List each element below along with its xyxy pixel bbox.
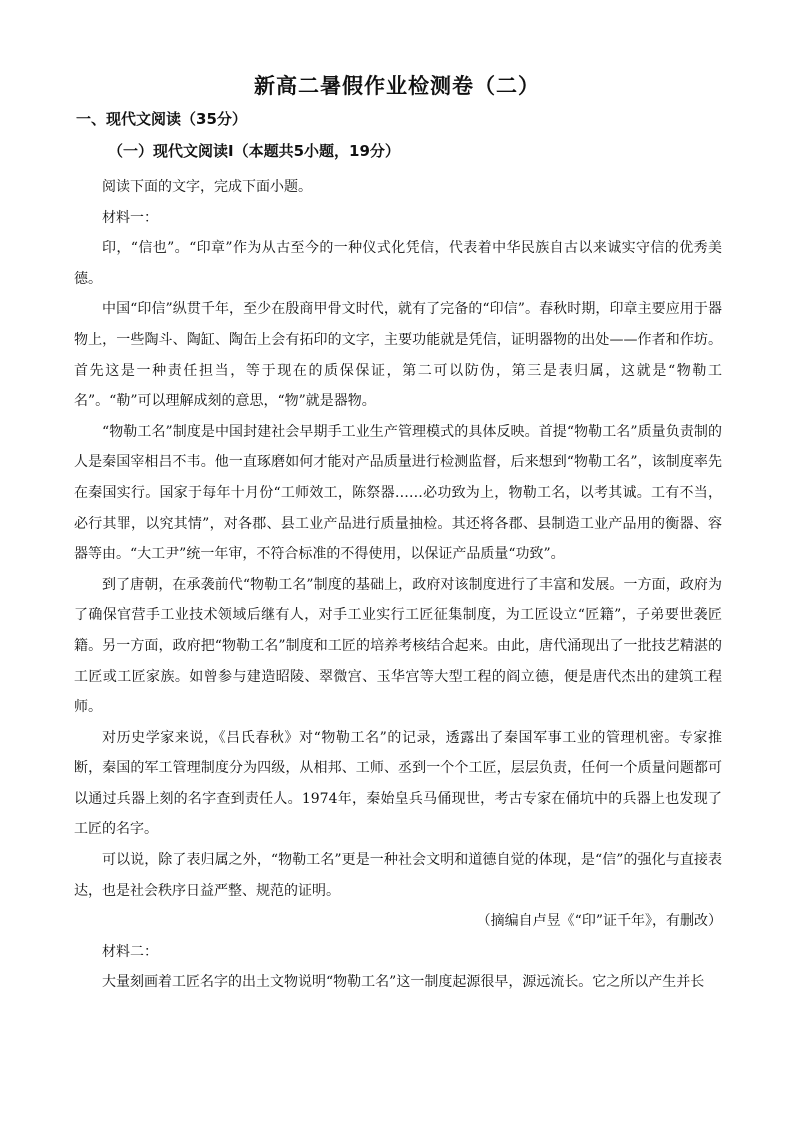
material-one-label: 材料一： [102, 209, 158, 226]
paragraph: 对历史学家来说，《吕氏春秋》对“物勒工名”的记录，透露出了秦国军事工业的管理机密。专家推断，秦国的军工管理制度分为四级，从相邦、工师、丞到一个个工匠，层层负责，任何一个质量问题都可以通过兵器上刻的名字查到责任人。1974年，秦始皇兵马俑现世，考古专家在俑坑中的兵器上也发现了工匠的名字。 [74, 729, 722, 838]
instruction-text: 阅读下面的文字，完成下面小题。 [102, 179, 312, 195]
paragraph: 印，“信也”。“印章”作为从古至今的一种仪式化凭信，代表着中华民族自古以来诚实守信的优秀美德。 [74, 240, 722, 287]
document-title: 新高二暑假作业检测卷（二） [254, 74, 540, 98]
paragraph: “物勒工名”制度是中国封建社会早期手工业生产管理模式的具体反映。首提“物勒工名”质量负责制的人是秦国宰相吕不韦。他一直琢磨如何才能对产品质量进行检测监督，后来想到“物勒工名”，该制度率先在秦国实行。国家于每年十月份“工师效工，陈祭器……必功致为上，物勒工名，以考其诚。工有不当，必行其罪，以究其情”，对各郡、县工业产品进行质量抽检。其还将各郡、县制造工业产品用的衡器、容器等由。“大工尹”统一年审，不符合标准的不得使用，以保证产品质量“功致”。 [74, 423, 722, 563]
paragraph: 到了唐朝，在承袭前代“物勒工名”制度的基础上，政府对该制度进行了丰富和发展。一方面，政府为了确保官营手工业技术领域后继有人，对手工业实行工匠征集制度，为工匠设立“匠籍”，子弟要世袭匠籍。另一方面，政府把“物勒工名”制度和工匠的培养考核结合起来。由此，唐代涌现出了一批技艺精湛的工匠或工匠家族。如曾参与建造昭陵、翠微宫、玉华宫等大型工程的阎立德，便是唐代杰出的建筑工程师。 [74, 576, 722, 716]
subsection-heading: （一）现代文阅读Ⅰ（本题共5小题，19分） [108, 142, 400, 160]
source-citation: （摘编自卢昱《“印”证千年》，有删改） [476, 913, 722, 930]
paragraph: 中国“印信”纵贯千年，至少在殷商甲骨文时代，就有了完备的“印信”。春秋时期，印章主要应用于器物上，一些陶斗、陶缸、陶缶上会有拓印的文字，主要功能就是凭信，证明器物的出处——作者和作坊。首先这是一种责任担当，等于现在的质保保证，第二可以防伪，第三是表归属，这就是“物勒工名”。“勒”可以理解成刻的意思，“物”就是器物。 [74, 301, 722, 410]
paragraph: 可以说，除了表归属之外，“物勒工名”更是一种社会文明和道德自觉的体现，是“信”的强化与直接表达，也是社会秩序日益严整、规范的证明。 [74, 852, 722, 899]
material-two-label: 材料二： [102, 943, 158, 960]
reading-passage [74, 172, 722, 998]
paragraph: 大量刻画着工匠名字的出土文物说明“物勒工名”这一制度起源很早，源远流长。它之所以产生并长 [102, 974, 705, 991]
section-heading: 一、现代文阅读（35分） [76, 110, 247, 128]
